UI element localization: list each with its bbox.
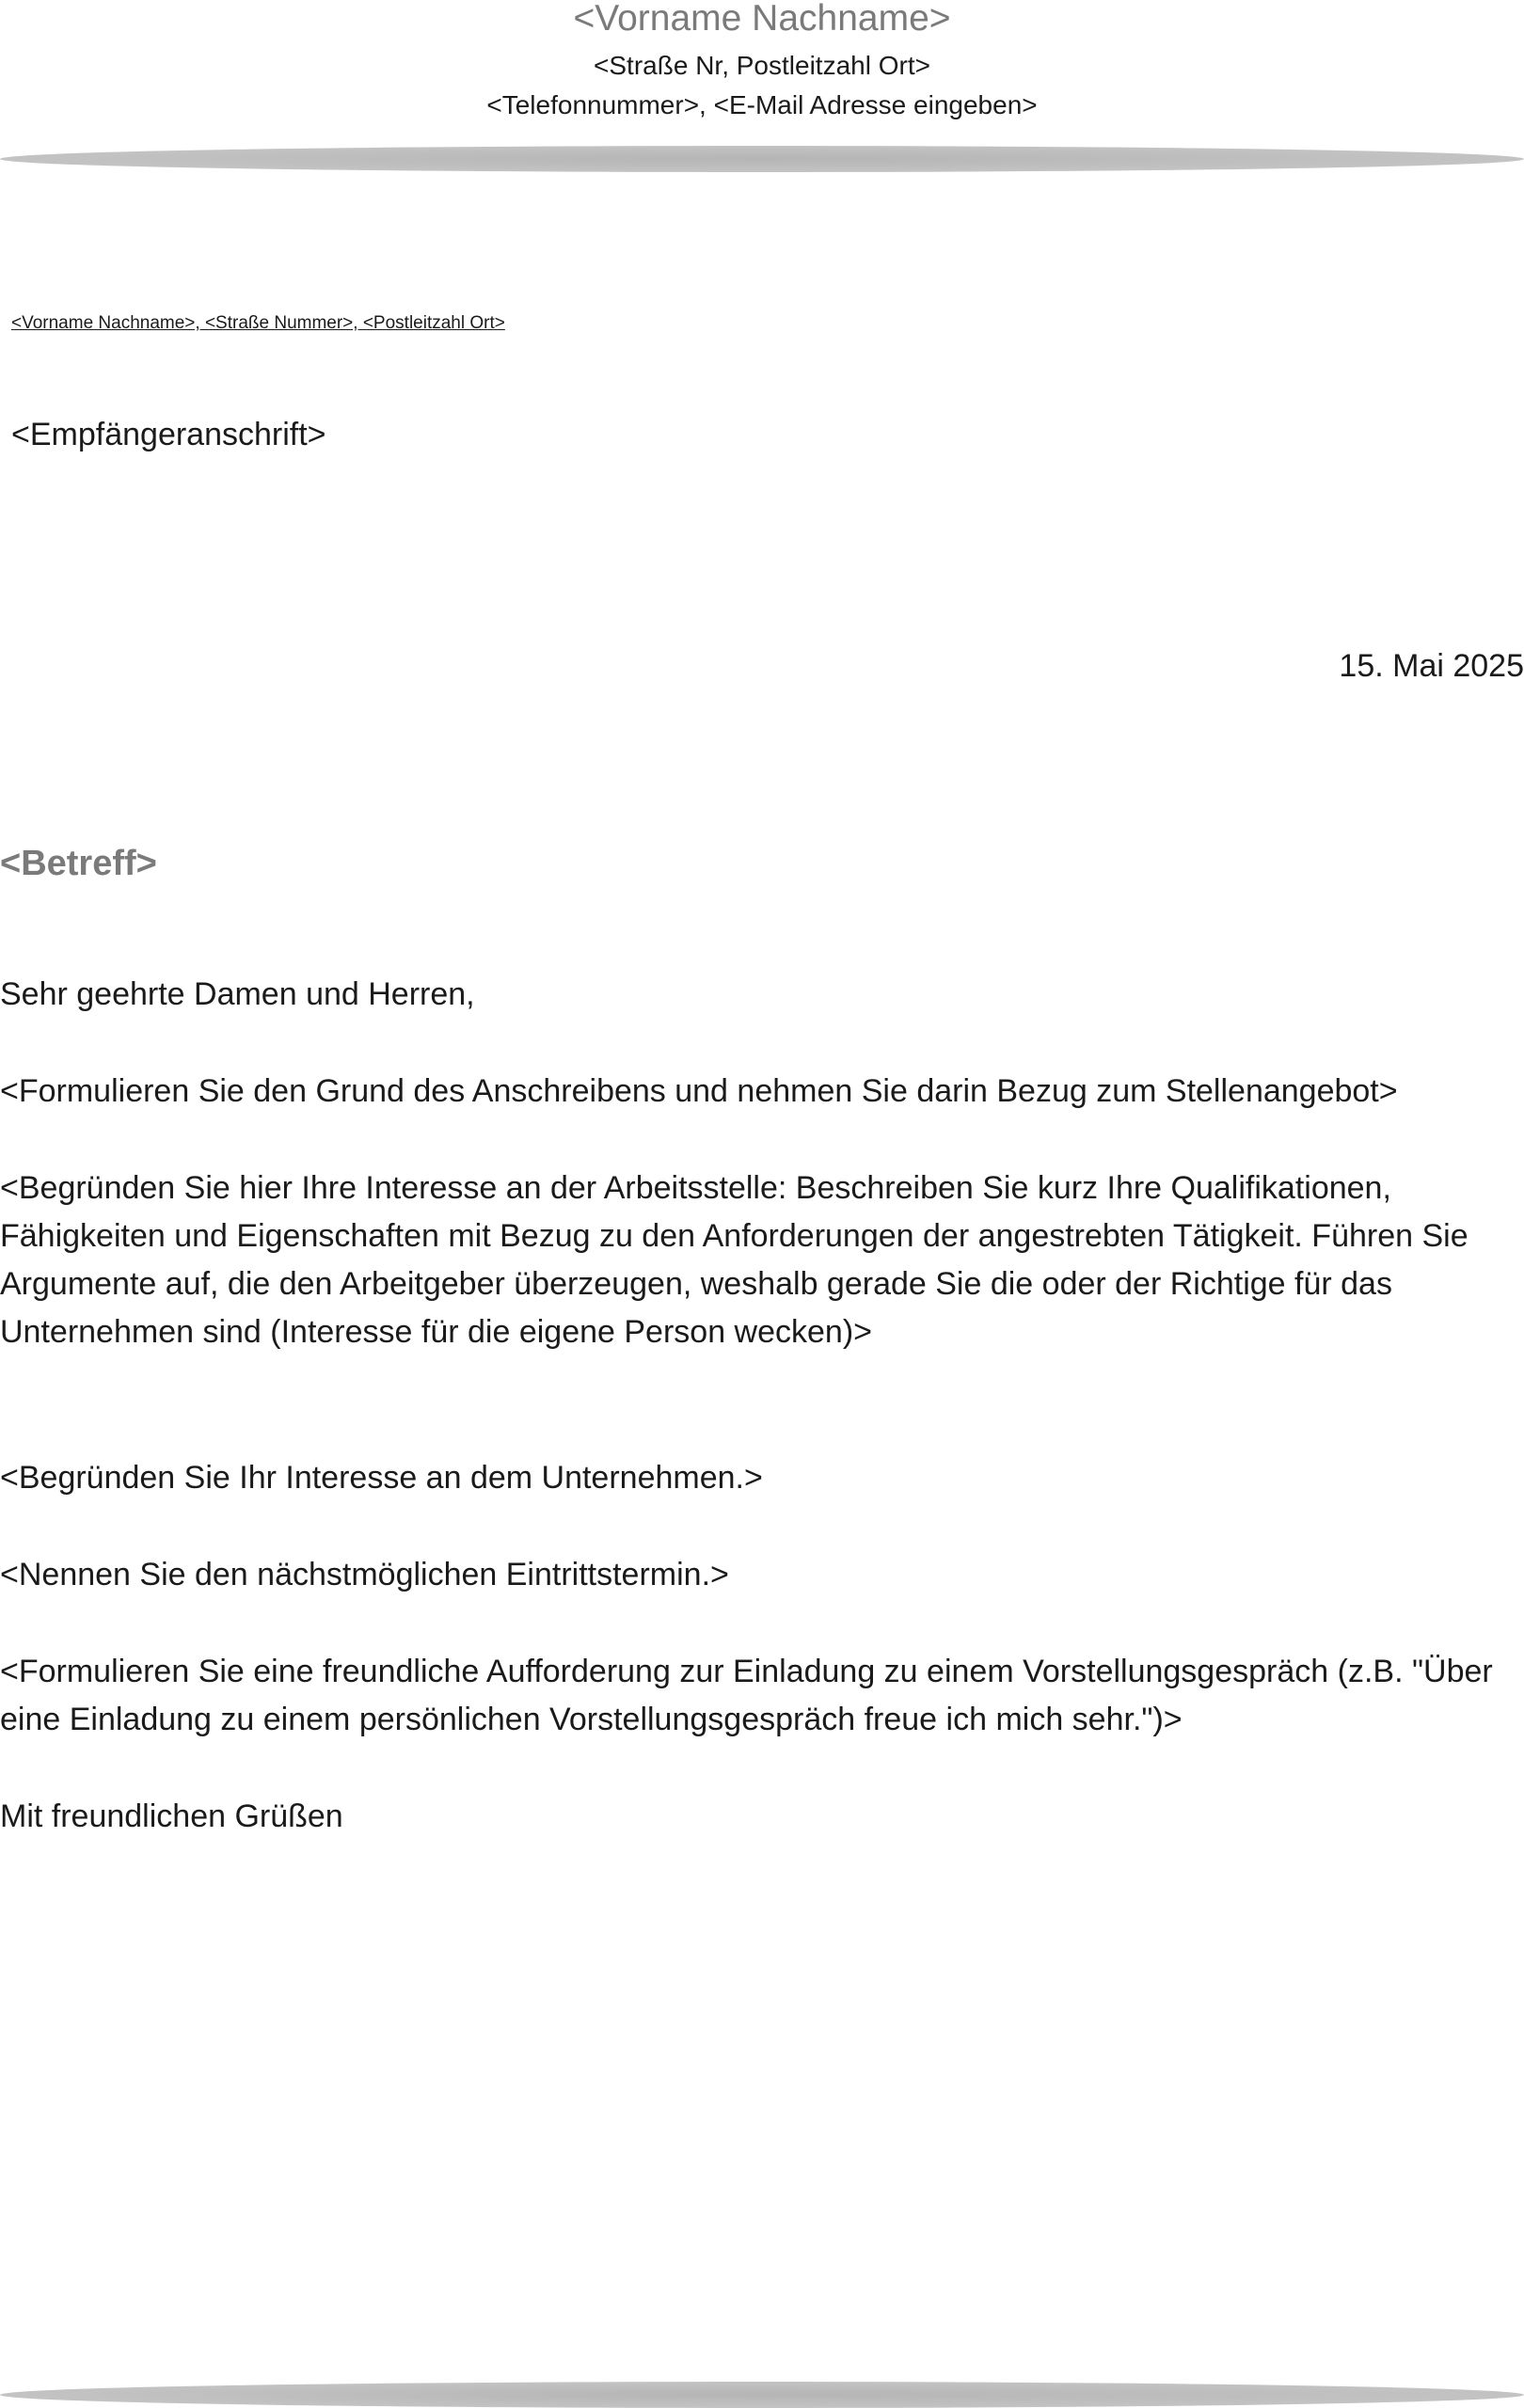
sender-name: <Vorname Nachname> (573, 0, 951, 39)
closing: Mit freundlichen Grüßen (0, 1798, 343, 1834)
sender-contact: <Telefonnummer>, <E-Mail Adresse eingeben> (486, 90, 1038, 119)
header-divider (0, 146, 1524, 172)
paragraph-job-interest: <Begründen Sie hier Ihre Interesse an der Arbeitsstelle: Beschreiben Sie kurz Ihre Qualifikationen, Fähigkeiten und Eigenschaften mit Bezug zu den Anforderungen der angestrebten Tätigkeit. Führen Sie Argumente auf, die den Arbeitgeber überzeugen, weshalb gerade Sie die oder der Richtige für das Unternehmen sind (Interesse für die eigene Person wecken)> (0, 1170, 1468, 1350)
paragraph-reason: <Formulieren Sie den Grund des Anschreibens und nehmen Sie darin Bezug zum Stellenangebot> (0, 1073, 1398, 1109)
sender-address: <Straße Nr, Postleitzahl Ort> (594, 51, 930, 80)
paragraph-start-date: <Nennen Sie den nächstmöglichen Eintrittstermin.> (0, 1557, 729, 1592)
return-address-line: <Vorname Nachname>, <Straße Nummer>, <Postleitzahl Ort> (11, 313, 505, 333)
letter-subject: <Betreff> (0, 844, 157, 883)
greeting: Sehr geehrte Damen und Herren, (0, 976, 475, 1012)
footer-divider (0, 2382, 1524, 2408)
paragraph-invitation: <Formulieren Sie eine freundliche Aufforderung zur Einladung zu einem Vorstellungsgespräch (z.B. "Über eine Einladung zu einem persönlichen Vorstellungsgespräch freue ich mich sehr.")> (0, 1654, 1493, 1737)
paragraph-company-interest: <Begründen Sie Ihr Interesse an dem Unternehmen.> (0, 1460, 763, 1496)
letter-date: 15. Mai 2025 (1339, 648, 1524, 684)
recipient-address: <Empfängeranschrift> (11, 417, 326, 452)
